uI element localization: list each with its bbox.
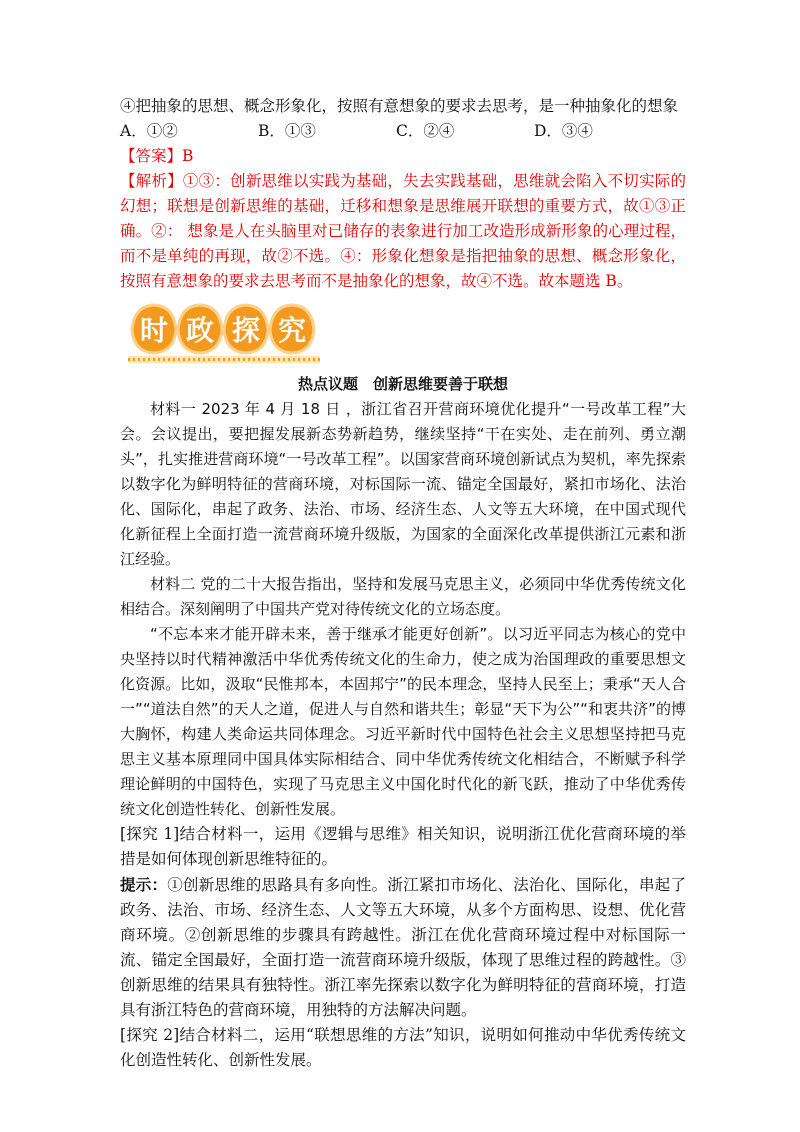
banner-char-3: 探 bbox=[231, 314, 261, 347]
material-2: 材料二 党的二十大报告指出，坚持和发展马克思主义，必须同中华优秀传统文化相结合。深刻阐明了中国共产党对待传统文化的立场态度。 bbox=[120, 575, 686, 618]
question-item-4: ④把抽象的思想、概念形象化，按照有意想象的要求去思考，是一种抽象化的想象 bbox=[120, 97, 679, 115]
section-heading: 热点议题 创新思维要善于联想 bbox=[297, 375, 508, 393]
answer-options bbox=[120, 119, 686, 144]
answer-value: B bbox=[182, 147, 194, 165]
hint-text: ①创新思维的思路具有多向性。浙江紧扣市场化、法治化、国际化，串起了政务、法治、市场、经济生态、人文等五大环境，从多个方面构思、设想、优化营商环境。②创新思维的步骤具有跨越性。浙江在优化营商环境过程中对标国际一流、锚定全国最好，全面打造一流营商环境升级版，体现了思维过程的跨越性。③创新思维的结果具有独特性。浙江率先探索以数字化为鲜明特征的营商环境，打造具有浙江特色的营商环境，用独特的方法解决问题。 bbox=[120, 876, 686, 1019]
answer-label: 【答案】 bbox=[120, 147, 183, 165]
hint-paragraph bbox=[120, 872, 686, 1023]
option-a: A．①② bbox=[120, 122, 178, 140]
analysis-label: 【解析】 bbox=[120, 172, 183, 190]
banner-graphic bbox=[124, 300, 324, 366]
answer-line bbox=[120, 144, 686, 169]
material-2-continued: “不忘本来才能开辟未来，善于继承才能更好创新”。以习近平同志为核心的党中央坚持以时代精神激活中华优秀传统文化的生命力，使之成为治国理政的重要思想文化资源。比如，汲取“民惟邦本，本固邦宁”的民本理念，坚持人民至上；秉承“天人合一”“道法自然”的天人之道，促进人与自然和谐共生；彰显“天下为公”“和衷共济”的博大胸怀，构建人类命运共同体理念。习近平新时代中国特色社会主义思想坚持把马克思主义基本原理同中国具体实际相结合、同中华优秀传统文化相结合，不断赋予科学理论鲜明的中国特色，实现了马克思主义中国化时代化的新飞跃，推动了中华优秀传统文化创造性转化、创新性发展。 bbox=[120, 625, 686, 818]
banner-dots bbox=[128, 356, 320, 363]
material-1: 材料一 2023 年 4 月 18 日 ，浙江省召开营商环境优化提升“一号改革工程”大会。会议提出，要把握发展新态势新趋势，继续坚持“干在实处、走在前列、勇立潮头”，扎实推进营商环境“一号改革工程”。以国家营商环境创新试点为契机，率先探索以数字化为鲜明特征的营商环境，对标国际一流、锚定全国最好，紧扣市场化、法治化、国际化，串起了政务、法治、市场、经济生态、人文等五大环境，在中国式现代化新征程上全面打造一流营商环境升级版，为国家的全面深化改革提供浙江元素和浙江经验。 bbox=[120, 400, 686, 568]
option-c: C．②④ bbox=[396, 122, 455, 140]
banner-char-1: 时 bbox=[139, 314, 169, 347]
banner-char-4: 究 bbox=[277, 314, 307, 347]
explore-question-2: [探究 2]结合材料二，运用“联想思维的方法”知识，说明如何推动中华优秀传统文化创造性转化、创新性发展。 bbox=[120, 1026, 686, 1069]
section-banner bbox=[124, 300, 324, 366]
document-page bbox=[120, 94, 686, 1073]
analysis-text: ①③：创新思维以实践为基础，失去实践基础，思维就会陷入不切实际的幻想；联想是创新思维的基础，迁移和想象是思维展开联想的重要方式，故①③正确。②： 想象是人在头脑里对已储存的表象进行加工改造形成新形象的心理过程，而不是单纯的再现，故②不选。④：形象化想象是指把抽象的思想、概念形象化，按照有意想象的要求去思考而不是抽象化的想象，故④不选。故本题选 B。 bbox=[120, 172, 686, 290]
banner-char-2: 政 bbox=[185, 314, 215, 347]
hint-label: 提示： bbox=[120, 875, 168, 894]
option-d: D．③④ bbox=[534, 122, 593, 140]
option-b: B．①③ bbox=[258, 122, 316, 140]
explore-question-1: [探究 1]结合材料一，运用《逻辑与思维》相关知识，说明浙江优化营商环境的举措是如何体现创新思维特征的。 bbox=[120, 825, 686, 868]
analysis-paragraph bbox=[120, 169, 686, 294]
